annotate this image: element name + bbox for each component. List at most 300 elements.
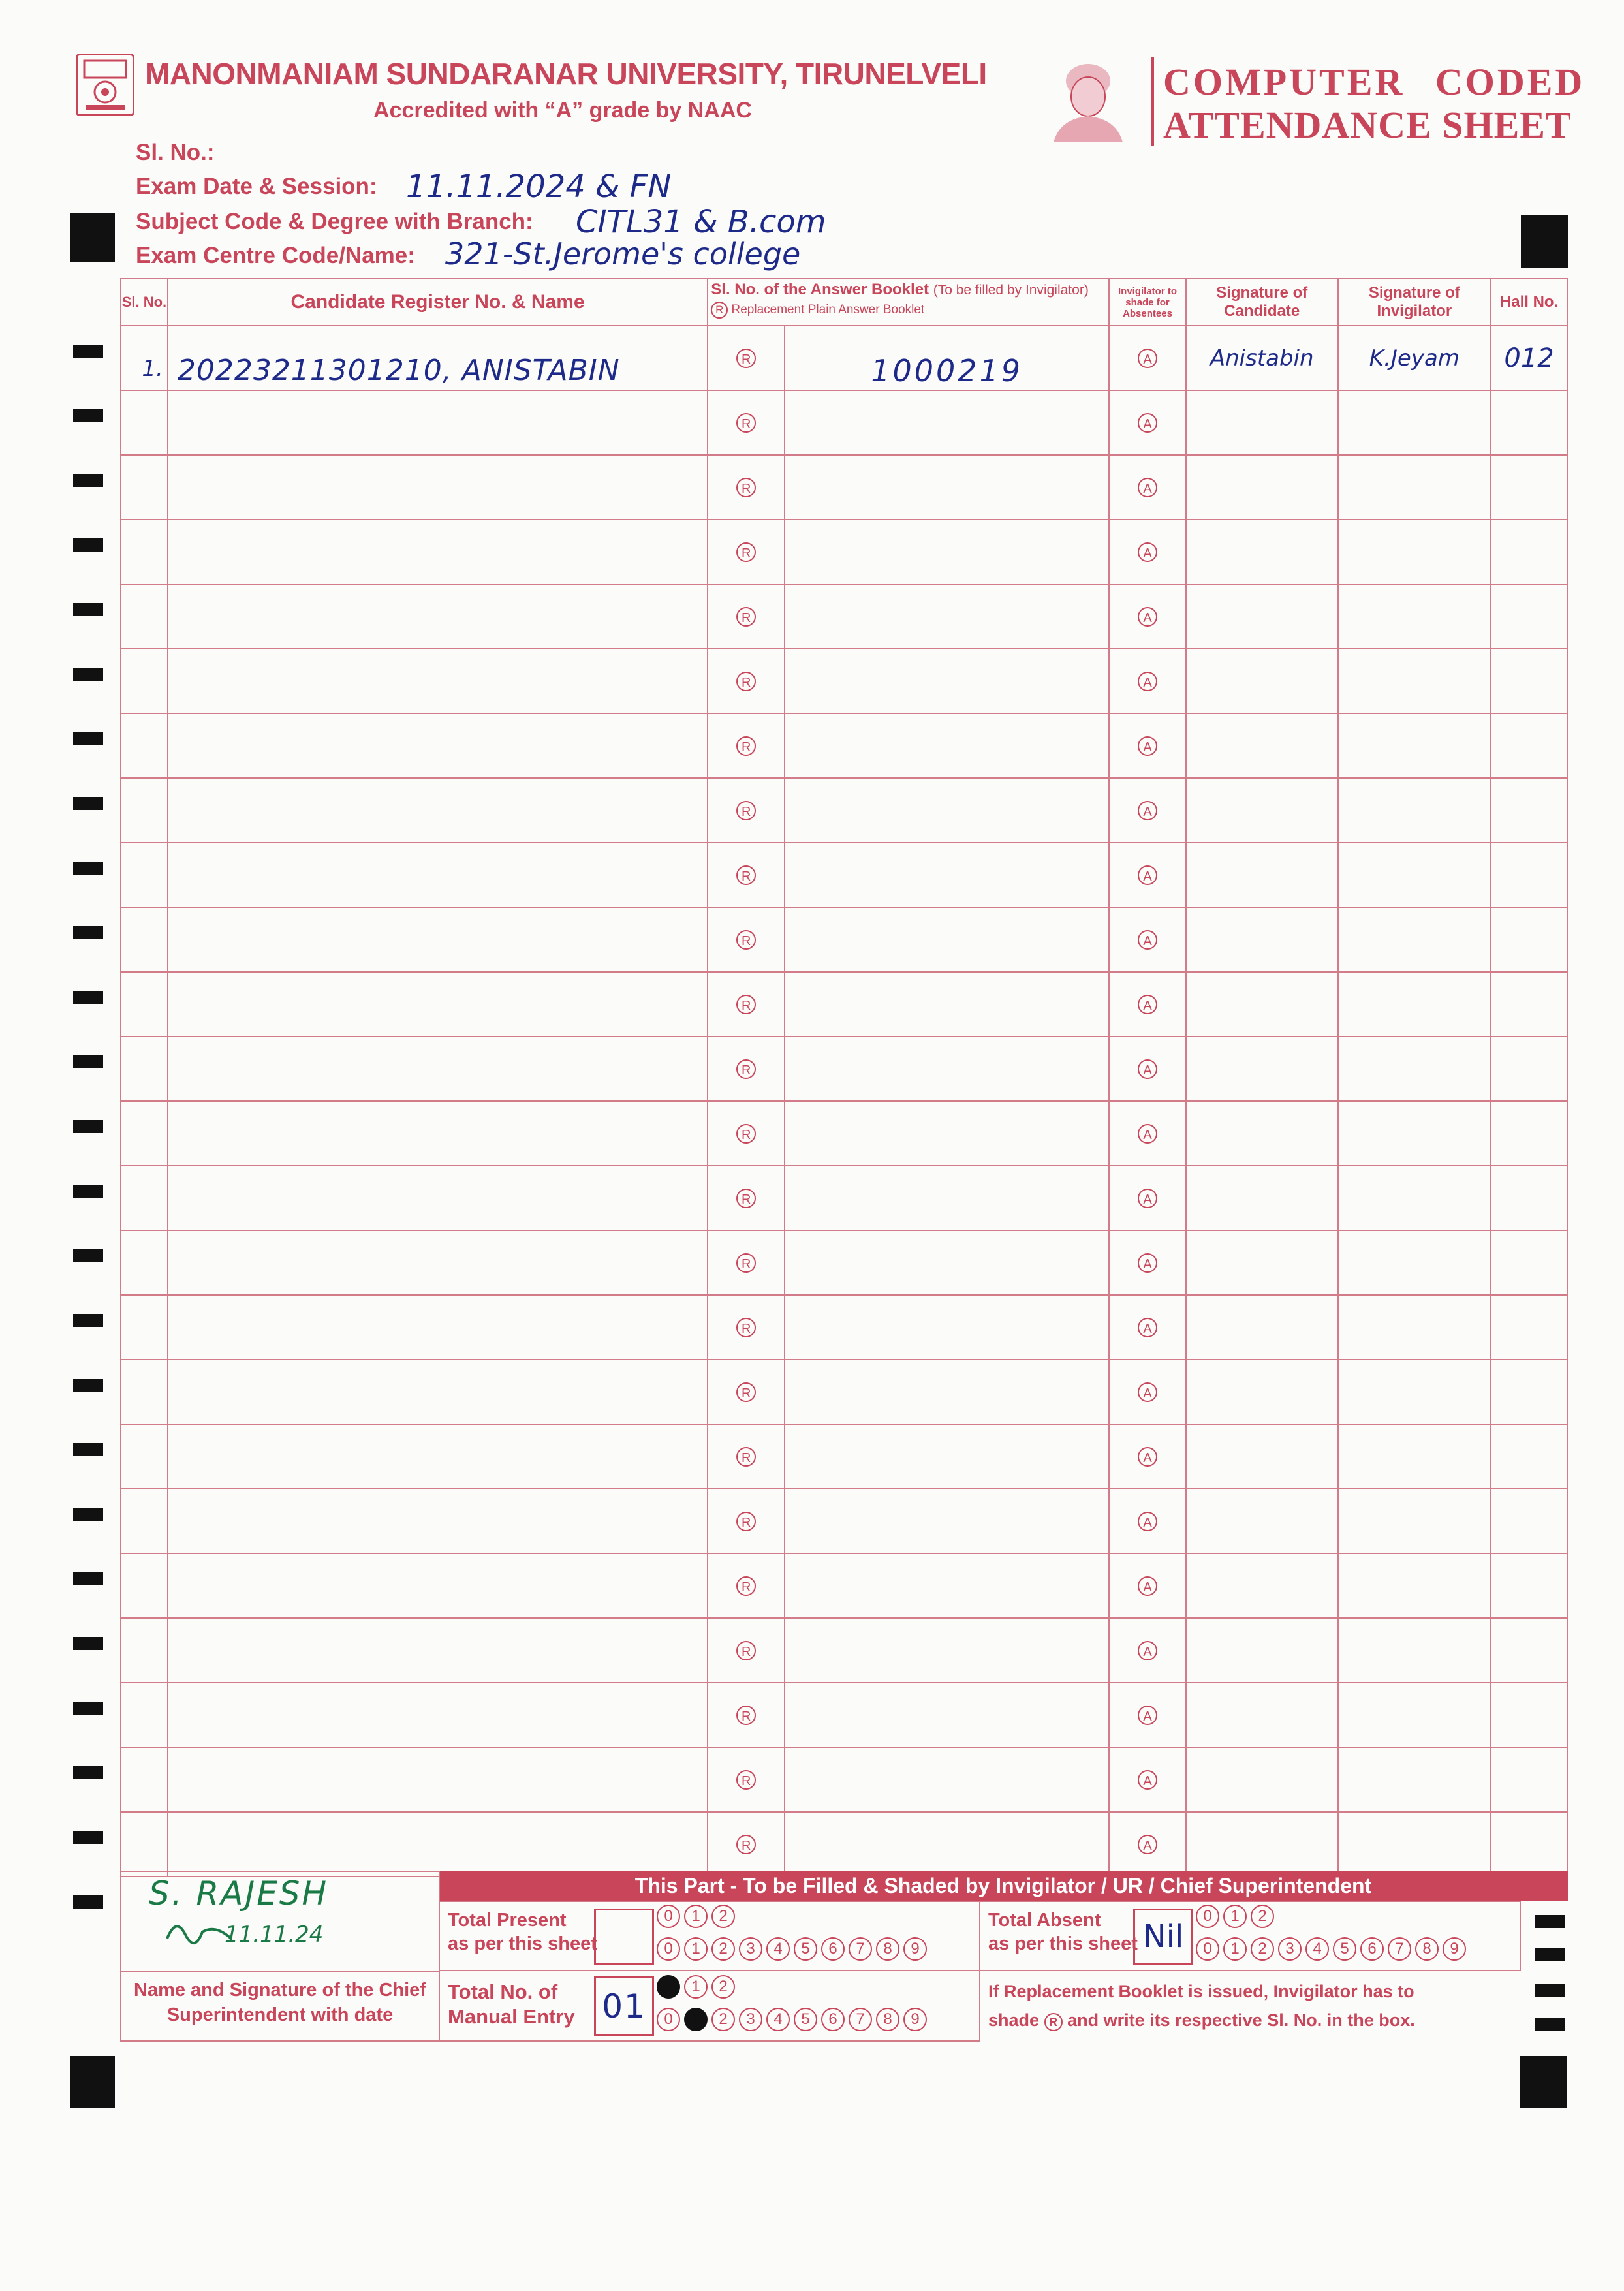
row-candidate[interactable] [168, 1812, 708, 1877]
row-candidate[interactable] [168, 1295, 708, 1360]
row-booklet-no[interactable] [785, 1360, 1109, 1424]
row-candidate[interactable] [168, 843, 708, 907]
row-hall-no[interactable] [1491, 1747, 1567, 1812]
absent-bubble[interactable]: A [1138, 1770, 1157, 1790]
row-hall-no[interactable] [1491, 1553, 1567, 1618]
digit-bubble-8[interactable]: 8 [1415, 1937, 1439, 1961]
row-absent-cell[interactable] [1109, 1166, 1186, 1230]
digit-bubble-2[interactable]: 2 [1251, 1905, 1274, 1928]
digit-bubble-3[interactable]: 3 [1278, 1937, 1302, 1961]
row-absent-cell[interactable] [1109, 584, 1186, 649]
digit-bubble-4[interactable]: 4 [766, 1937, 790, 1961]
digit-bubble-5[interactable]: 5 [794, 1937, 817, 1961]
row-absent-cell[interactable] [1109, 390, 1186, 455]
row-hall-no[interactable] [1491, 907, 1567, 972]
digit-bubble-0[interactable]: 0 [1196, 1905, 1219, 1928]
row-hall-no[interactable] [1491, 1683, 1567, 1747]
row-candidate-signature[interactable] [1186, 584, 1338, 649]
digit-bubble-0[interactable]: 0 [657, 2008, 680, 2031]
digit-bubble-6[interactable]: 6 [1360, 1937, 1384, 1961]
replacement-bubble[interactable]: R [736, 478, 756, 497]
row-booklet-no[interactable] [785, 1747, 1109, 1812]
row-invigilator-signature[interactable] [1338, 455, 1491, 520]
manual-entry-units-bubbles[interactable] [657, 2008, 931, 2031]
table-row [121, 972, 1567, 1036]
row-candidate[interactable] [168, 1618, 708, 1683]
row-replacement-cell[interactable] [708, 907, 785, 972]
row-absent-cell[interactable] [1109, 455, 1186, 520]
row-candidate-signature[interactable] [1186, 972, 1338, 1036]
row-booklet-no[interactable]: 1000219 [785, 326, 1109, 390]
row-sl [121, 584, 168, 649]
timing-mark-right-1 [1535, 1915, 1565, 1928]
absent-bubble[interactable]: A [1138, 478, 1157, 497]
row-invigilator-signature[interactable] [1338, 1101, 1491, 1166]
absent-bubble[interactable]: A [1138, 542, 1157, 562]
row-hall-no[interactable] [1491, 778, 1567, 843]
digit-bubble-2[interactable]: 2 [711, 1937, 735, 1961]
row-booklet-no[interactable] [785, 455, 1109, 520]
table-row [121, 1101, 1567, 1166]
absent-bubble[interactable]: A [1138, 1382, 1157, 1402]
manual-entry-tens-bubbles[interactable] [657, 1975, 739, 1999]
row-hall-no[interactable] [1491, 390, 1567, 455]
digit-bubble-0[interactable]: 0 [657, 1905, 680, 1928]
row-candidate[interactable] [168, 520, 708, 584]
row-replacement-cell[interactable] [708, 1036, 785, 1101]
digit-bubble-4[interactable]: 4 [766, 2008, 790, 2031]
digit-bubble-7[interactable]: 7 [849, 2008, 872, 2031]
row-invigilator-signature[interactable] [1338, 1747, 1491, 1812]
row-booklet-no[interactable] [785, 778, 1109, 843]
row-candidate-signature[interactable] [1186, 1166, 1338, 1230]
replacement-bubble[interactable]: R [736, 1770, 756, 1790]
row-hall-no[interactable] [1491, 520, 1567, 584]
absent-bubble[interactable]: A [1138, 1189, 1157, 1208]
row-replacement-cell[interactable] [708, 1553, 785, 1618]
replacement-bubble[interactable]: R [736, 349, 756, 368]
row-candidate-signature[interactable] [1186, 1489, 1338, 1553]
row-hall-no[interactable] [1491, 1295, 1567, 1360]
row-replacement-cell[interactable] [708, 1360, 785, 1424]
row-invigilator-signature[interactable] [1338, 1166, 1491, 1230]
replacement-bubble[interactable]: R [736, 413, 756, 433]
absent-bubble[interactable]: A [1138, 413, 1157, 433]
row-hall-no[interactable] [1491, 584, 1567, 649]
row-replacement-cell[interactable] [708, 455, 785, 520]
chief-divider-line [120, 1971, 440, 1972]
row-replacement-cell[interactable] [708, 1230, 785, 1295]
absent-bubble[interactable]: A [1138, 672, 1157, 691]
timing-mark-left [73, 1831, 103, 1844]
row-booklet-no[interactable] [785, 843, 1109, 907]
col-header-hall: Hall No. [1491, 279, 1567, 326]
replacement-bubble[interactable]: R [736, 1835, 756, 1854]
digit-bubble-0[interactable]: 0 [657, 1975, 680, 1999]
row-hall-no[interactable] [1491, 1230, 1567, 1295]
absent-bubble[interactable]: A [1138, 1318, 1157, 1337]
replacement-bubble[interactable]: R [736, 1189, 756, 1208]
row-absent-cell[interactable] [1109, 713, 1186, 778]
absent-bubble[interactable]: A [1138, 1059, 1157, 1079]
timing-block-top-left [70, 213, 115, 262]
absent-bubble[interactable]: A [1138, 930, 1157, 950]
row-candidate[interactable] [168, 713, 708, 778]
digit-bubble-8[interactable]: 8 [876, 2008, 899, 2031]
row-invigilator-signature[interactable] [1338, 390, 1491, 455]
row-candidate-signature[interactable]: Anistabin [1186, 326, 1338, 390]
row-hall-no[interactable] [1491, 1036, 1567, 1101]
row-hall-no[interactable] [1491, 713, 1567, 778]
row-sl [121, 1618, 168, 1683]
row-hall-no[interactable] [1491, 1812, 1567, 1877]
absent-bubble[interactable]: A [1138, 736, 1157, 756]
total-absent-label-1: Total Absent [988, 1910, 1101, 1931]
row-absent-cell[interactable] [1109, 1360, 1186, 1424]
digit-bubble-2[interactable]: 2 [711, 2008, 735, 2031]
row-invigilator-signature[interactable] [1338, 1230, 1491, 1295]
row-invigilator-signature[interactable] [1338, 843, 1491, 907]
row-booklet-no[interactable] [785, 1295, 1109, 1360]
row-absent-cell[interactable] [1109, 1101, 1186, 1166]
row-replacement-cell[interactable] [708, 326, 785, 390]
replacement-note-rest: and write its respective Sl. No. in the box. [1067, 2010, 1415, 2030]
replacement-bubble[interactable]: R [736, 607, 756, 627]
row-invigilator-signature[interactable] [1338, 649, 1491, 713]
replacement-bubble[interactable]: R [736, 1059, 756, 1079]
row-sl [121, 520, 168, 584]
row-booklet-no[interactable] [785, 584, 1109, 649]
row-invigilator-signature[interactable] [1338, 1489, 1491, 1553]
row-candidate-signature[interactable] [1186, 1230, 1338, 1295]
row-booklet-no[interactable] [785, 649, 1109, 713]
row-candidate[interactable]: 20223211301210, ANISTABIN [168, 326, 708, 390]
table-row [121, 390, 1567, 455]
replacement-bubble[interactable]: R [736, 801, 756, 820]
row-absent-cell[interactable] [1109, 649, 1186, 713]
digit-bubble-3[interactable]: 3 [739, 2008, 762, 2031]
row-candidate-signature[interactable] [1186, 1360, 1338, 1424]
absent-bubble[interactable]: A [1138, 1576, 1157, 1596]
row-hall-no[interactable] [1491, 1166, 1567, 1230]
row-candidate-signature[interactable] [1186, 1747, 1338, 1812]
row-absent-cell[interactable] [1109, 1424, 1186, 1489]
replacement-bubble[interactable]: R [736, 1318, 756, 1337]
row-absent-cell[interactable] [1109, 1618, 1186, 1683]
row-candidate[interactable] [168, 1683, 708, 1747]
row-candidate-signature[interactable] [1186, 1812, 1338, 1877]
row-invigilator-signature[interactable] [1338, 1683, 1491, 1747]
row-hall-no[interactable]: 012 [1491, 326, 1567, 390]
row-candidate[interactable] [168, 1101, 708, 1166]
row-booklet-no[interactable] [785, 1166, 1109, 1230]
row-invigilator-signature[interactable]: K.Jeyam [1338, 326, 1491, 390]
row-invigilator-signature[interactable] [1338, 1812, 1491, 1877]
col-header-sig-invigilator: Signature of Invigilator [1338, 279, 1491, 326]
row-absent-cell[interactable] [1109, 907, 1186, 972]
row-hall-no[interactable] [1491, 1424, 1567, 1489]
absent-bubble[interactable]: A [1138, 1835, 1157, 1854]
row-invigilator-signature[interactable] [1338, 972, 1491, 1036]
row-candidate[interactable] [168, 1360, 708, 1424]
row-candidate-signature[interactable] [1186, 455, 1338, 520]
total-present-label-2: as per this sheet [448, 1933, 597, 1954]
row-candidate[interactable] [168, 1166, 708, 1230]
absent-bubble[interactable]: A [1138, 1124, 1157, 1144]
row-candidate-signature[interactable] [1186, 713, 1338, 778]
row-absent-cell[interactable] [1109, 326, 1186, 390]
total-absent-input[interactable]: Nil [1133, 1909, 1193, 1965]
row-candidate-signature[interactable] [1186, 1424, 1338, 1489]
row-candidate-signature[interactable] [1186, 1036, 1338, 1101]
absent-bubble[interactable]: A [1138, 865, 1157, 885]
replacement-bubble[interactable]: R [736, 995, 756, 1014]
row-replacement-cell[interactable] [708, 1166, 785, 1230]
col-header-sig-candidate: Signature of Candidate [1186, 279, 1338, 326]
digit-bubble-2[interactable]: 2 [1251, 1937, 1274, 1961]
replacement-bubble[interactable]: R [736, 736, 756, 756]
row-replacement-cell[interactable] [708, 778, 785, 843]
row-replacement-cell[interactable] [708, 1295, 785, 1360]
row-sl [121, 1812, 168, 1877]
manual-entry-input[interactable]: 01 [594, 1976, 654, 2036]
absent-bubble[interactable]: A [1138, 1447, 1157, 1467]
row-hall-no[interactable] [1491, 455, 1567, 520]
row-replacement-cell[interactable] [708, 1618, 785, 1683]
row-candidate-signature[interactable] [1186, 1295, 1338, 1360]
row-booklet-no[interactable] [785, 520, 1109, 584]
row-candidate[interactable] [168, 972, 708, 1036]
digit-bubble-9[interactable]: 9 [903, 1937, 927, 1961]
row-sl [121, 778, 168, 843]
row-booklet-no[interactable] [785, 1553, 1109, 1618]
timing-block-bottom-left [70, 2056, 115, 2108]
row-invigilator-signature[interactable] [1338, 1618, 1491, 1683]
digit-bubble-2[interactable]: 2 [711, 1905, 735, 1928]
row-candidate[interactable] [168, 455, 708, 520]
timing-mark-left [73, 991, 103, 1004]
digit-bubble-6[interactable]: 6 [821, 2008, 845, 2031]
row-booklet-no[interactable] [785, 1101, 1109, 1166]
table-row [121, 1295, 1567, 1360]
digit-bubble-1[interactable]: 1 [684, 1937, 708, 1961]
row-candidate[interactable] [168, 584, 708, 649]
university-logo [76, 54, 134, 116]
row-candidate-signature[interactable] [1186, 843, 1338, 907]
row-candidate-signature[interactable] [1186, 649, 1338, 713]
digit-bubble-0[interactable]: 0 [657, 1937, 680, 1961]
replacement-bubble[interactable]: R [736, 930, 756, 950]
row-booklet-no[interactable] [785, 1036, 1109, 1101]
row-booklet-no[interactable] [785, 907, 1109, 972]
replacement-bubble[interactable]: R [736, 672, 756, 691]
row-hall-no[interactable] [1491, 1360, 1567, 1424]
row-absent-cell[interactable] [1109, 1489, 1186, 1553]
row-invigilator-signature[interactable] [1338, 1553, 1491, 1618]
total-present-units-bubbles[interactable] [657, 1937, 931, 1961]
row-replacement-cell[interactable] [708, 1424, 785, 1489]
row-candidate[interactable] [168, 1036, 708, 1101]
row-candidate-signature[interactable] [1186, 390, 1338, 455]
absent-bubble[interactable]: A [1138, 607, 1157, 627]
row-candidate[interactable] [168, 1553, 708, 1618]
row-replacement-cell[interactable] [708, 1101, 785, 1166]
absent-bubble[interactable]: A [1138, 1706, 1157, 1725]
row-hall-no[interactable] [1491, 843, 1567, 907]
digit-bubble-1[interactable]: 1 [684, 1905, 708, 1928]
row-candidate[interactable] [168, 1489, 708, 1553]
replacement-bubble[interactable]: R [736, 1706, 756, 1725]
col-header-booklet [708, 279, 1109, 326]
row-invigilator-signature[interactable] [1338, 778, 1491, 843]
row-absent-cell[interactable] [1109, 778, 1186, 843]
total-absent-units-bubbles[interactable] [1196, 1937, 1470, 1961]
row-hall-no[interactable] [1491, 1101, 1567, 1166]
subject-value: CITL31 & B.com [576, 204, 826, 240]
row-booklet-no[interactable] [785, 972, 1109, 1036]
row-invigilator-signature[interactable] [1338, 713, 1491, 778]
digit-bubble-9[interactable]: 9 [903, 2008, 927, 2031]
absent-bubble[interactable]: A [1138, 349, 1157, 368]
digit-bubble-4[interactable]: 4 [1305, 1937, 1329, 1961]
replacement-bubble[interactable]: R [736, 1382, 756, 1402]
digit-bubble-2[interactable]: 2 [711, 1975, 735, 1999]
digit-bubble-1[interactable]: 1 [684, 2008, 708, 2031]
replacement-bubble[interactable]: R [736, 1641, 756, 1660]
row-invigilator-signature[interactable] [1338, 1036, 1491, 1101]
replacement-bubble[interactable]: R [736, 542, 756, 562]
row-booklet-no[interactable] [785, 1424, 1109, 1489]
row-replacement-cell[interactable] [708, 584, 785, 649]
row-candidate-signature[interactable] [1186, 1101, 1338, 1166]
row-absent-cell[interactable] [1109, 1683, 1186, 1747]
table-row [121, 907, 1567, 972]
row-sl [121, 713, 168, 778]
digit-bubble-3[interactable]: 3 [739, 1937, 762, 1961]
row-hall-no[interactable] [1491, 1489, 1567, 1553]
row-candidate[interactable] [168, 1230, 708, 1295]
row-invigilator-signature[interactable] [1338, 907, 1491, 972]
absent-bubble[interactable]: A [1138, 1512, 1157, 1531]
row-candidate-signature[interactable] [1186, 520, 1338, 584]
digit-bubble-5[interactable]: 5 [1333, 1937, 1356, 1961]
sheet-title-line1: COMPUTER CODED [1163, 61, 1585, 103]
row-booklet-no[interactable] [785, 713, 1109, 778]
digit-bubble-6[interactable]: 6 [821, 1937, 845, 1961]
row-invigilator-signature[interactable] [1338, 520, 1491, 584]
row-replacement-cell[interactable] [708, 1747, 785, 1812]
table-row [121, 1036, 1567, 1101]
row-candidate[interactable] [168, 1747, 708, 1812]
replacement-bubble[interactable]: R [736, 1253, 756, 1273]
row-absent-cell[interactable] [1109, 1812, 1186, 1877]
row-replacement-cell[interactable] [708, 843, 785, 907]
table-body [121, 326, 1567, 1877]
digit-bubble-1[interactable]: 1 [1223, 1937, 1247, 1961]
digit-bubble-7[interactable]: 7 [1388, 1937, 1411, 1961]
absent-bubble[interactable]: A [1138, 1253, 1157, 1273]
row-absent-cell[interactable] [1109, 1553, 1186, 1618]
row-replacement-cell[interactable] [708, 1489, 785, 1553]
row-absent-cell[interactable] [1109, 1036, 1186, 1101]
digit-bubble-1[interactable]: 1 [684, 1975, 708, 1999]
row-candidate[interactable] [168, 390, 708, 455]
row-candidate[interactable] [168, 1424, 708, 1489]
row-booklet-no[interactable] [785, 1618, 1109, 1683]
row-absent-cell[interactable] [1109, 1747, 1186, 1812]
row-replacement-cell[interactable] [708, 1683, 785, 1747]
exam-date-value: 11.11.2024 & FN [406, 168, 672, 205]
row-replacement-cell[interactable] [708, 713, 785, 778]
row-candidate-signature[interactable] [1186, 1683, 1338, 1747]
row-replacement-cell[interactable] [708, 390, 785, 455]
row-replacement-cell[interactable] [708, 520, 785, 584]
digit-bubble-8[interactable]: 8 [876, 1937, 899, 1961]
row-absent-cell[interactable] [1109, 520, 1186, 584]
row-booklet-no[interactable] [785, 1812, 1109, 1877]
row-candidate-signature[interactable] [1186, 907, 1338, 972]
replacement-bubble[interactable]: R [736, 1576, 756, 1596]
table-row [121, 1166, 1567, 1230]
row-invigilator-signature[interactable] [1338, 1360, 1491, 1424]
replacement-bubble[interactable]: R [736, 1447, 756, 1467]
row-invigilator-signature[interactable] [1338, 584, 1491, 649]
row-hall-no[interactable] [1491, 649, 1567, 713]
row-absent-cell[interactable] [1109, 1295, 1186, 1360]
row-candidate[interactable] [168, 907, 708, 972]
replacement-bubble[interactable]: R [736, 1512, 756, 1531]
row-replacement-cell[interactable] [708, 1812, 785, 1877]
row-replacement-cell[interactable] [708, 649, 785, 713]
replacement-r-icon-note: R [1044, 2013, 1063, 2031]
row-sl [121, 1101, 168, 1166]
row-sl: 1. [121, 326, 168, 390]
row-hall-no[interactable] [1491, 972, 1567, 1036]
row-candidate[interactable] [168, 778, 708, 843]
row-booklet-no[interactable] [785, 1683, 1109, 1747]
row-booklet-no[interactable] [785, 390, 1109, 455]
digit-bubble-1[interactable]: 1 [1223, 1905, 1247, 1928]
total-present-input[interactable] [594, 1909, 654, 1965]
digit-bubble-0[interactable]: 0 [1196, 1937, 1219, 1961]
timing-mark-left [73, 474, 103, 487]
absent-bubble[interactable]: A [1138, 1641, 1157, 1660]
row-absent-cell[interactable] [1109, 843, 1186, 907]
row-candidate-signature[interactable] [1186, 1553, 1338, 1618]
row-booklet-no[interactable] [785, 1230, 1109, 1295]
absent-bubble[interactable]: A [1138, 995, 1157, 1014]
row-absent-cell[interactable] [1109, 972, 1186, 1036]
row-invigilator-signature[interactable] [1338, 1295, 1491, 1360]
total-absent-tens-bubbles[interactable] [1196, 1905, 1278, 1928]
total-present-tens-bubbles[interactable] [657, 1905, 739, 1928]
digit-bubble-9[interactable]: 9 [1443, 1937, 1466, 1961]
digit-bubble-5[interactable]: 5 [794, 2008, 817, 2031]
row-hall-no[interactable] [1491, 1618, 1567, 1683]
absent-bubble[interactable]: A [1138, 801, 1157, 820]
replacement-bubble[interactable]: R [736, 865, 756, 885]
row-replacement-cell[interactable] [708, 972, 785, 1036]
digit-bubble-7[interactable]: 7 [849, 1937, 872, 1961]
replacement-bubble[interactable]: R [736, 1124, 756, 1144]
timing-mark-left [73, 1120, 103, 1133]
row-absent-cell[interactable] [1109, 1230, 1186, 1295]
row-candidate[interactable] [168, 649, 708, 713]
row-candidate-signature[interactable] [1186, 778, 1338, 843]
row-invigilator-signature[interactable] [1338, 1424, 1491, 1489]
row-booklet-no[interactable] [785, 1489, 1109, 1553]
row-candidate-signature[interactable] [1186, 1618, 1338, 1683]
